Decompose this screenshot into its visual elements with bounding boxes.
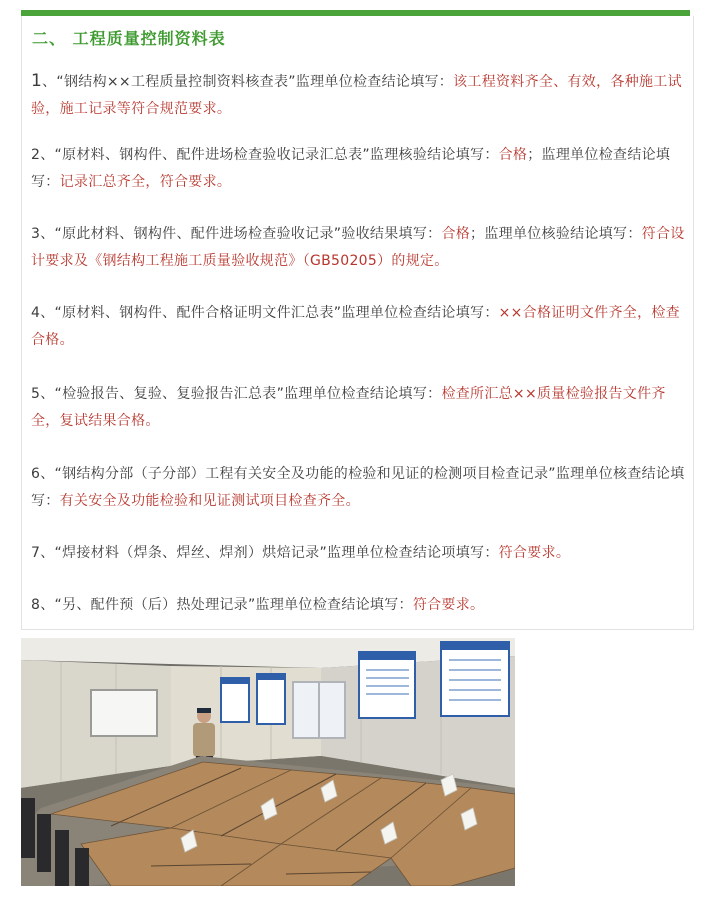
item-answer: 记录汇总齐全，符合要求。 [59,174,232,190]
item-text: 、“焊接材料（焊条、焊丝、焊剂）烘焙记录”监理单位检查结论项填写： [40,545,499,561]
item-answer: 该工程资料齐全、有效，各种施工试验，施工记录等符合规范要求。 [31,74,682,117]
item-number: 6 [31,466,41,482]
list-item [31,142,686,196]
list-item [31,68,686,123]
list-item [31,592,686,619]
item-text: 、“检验报告、复验、复验报告汇总表”监理单位检查结论填写： [40,386,442,402]
item-text: 、“原此材料、钢构件、配件进场检查验收记录”验收结果填写： [40,226,442,242]
list-item [31,461,686,515]
list-item [31,221,686,275]
item-text: 、“原材料、钢构件、配件合格证明文件汇总表”监理单位检查结论填写： [40,305,499,321]
item-answer: 有关安全及功能检验和见证测试项目检查齐全。 [59,493,360,509]
item-number: 5 [31,386,41,402]
item-answer: 符合设计要求及《钢结构工程施工质量验收规范》（GB50205）的规定。 [31,226,685,269]
item-number: 3 [31,226,41,242]
item-number: 1 [31,71,43,91]
item-text: 、“原材料、钢构件、配件进场检查验收记录汇总表”监理核验结论填写： [40,147,499,163]
item-answer: 符合要求。 [412,597,485,613]
list-item [31,381,686,435]
item-answer: 合格 [498,147,528,163]
list-item [31,300,686,354]
item-number: 7 [31,545,41,561]
item-text: 、“钢结构分部（子分部）工程有关安全及功能的检验和见证的检测项目检查记录”监理单位核查结论填写： [31,466,685,509]
item-answer: ××合格证明文件齐全，检查合格。 [31,305,680,348]
item-answer: 检查所汇总××质量检验报告文件齐全，复试结果合格。 [31,386,666,429]
item-text: 、“钢结构××工程质量控制资料核查表”监理单位检查结论填写： [42,74,454,90]
item-text: ；监理单位核验结论填写： [470,226,642,242]
photo-illustration [21,638,515,886]
item-text: 、“另、配件预（后）热处理记录”监理单位检查结论填写： [40,597,413,613]
item-answer: 符合要求。 [498,545,571,561]
content-card [21,16,694,630]
document-display-room-photo [21,638,515,886]
item-number: 4 [31,305,41,321]
item-number: 2 [31,147,41,163]
item-answer: 合格 [441,226,471,242]
section-title: 二、 工程质量控制资料表 [32,29,226,48]
list-item [31,540,686,567]
item-number: 8 [31,597,41,613]
whiteboard [91,690,157,736]
item-text: ；监理单位检查结论填写： [31,147,671,190]
